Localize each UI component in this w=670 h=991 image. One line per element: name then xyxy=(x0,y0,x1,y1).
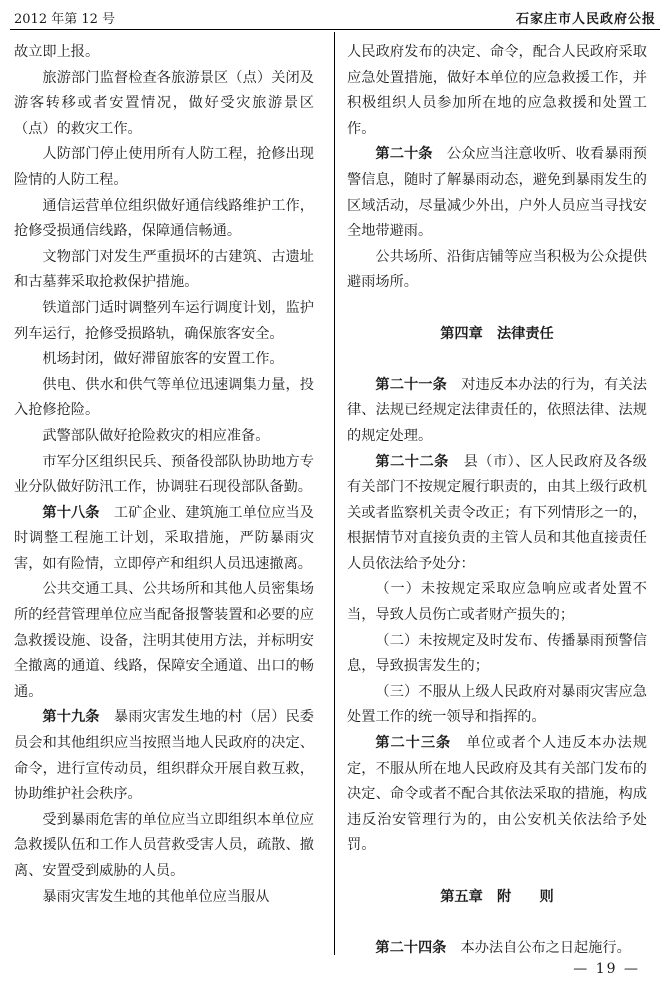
article-number: 第二十二条 xyxy=(375,453,449,470)
article-number: 第二十三条 xyxy=(375,735,452,752)
paragraph: 故立即上报。 xyxy=(14,44,100,60)
article-21 xyxy=(347,373,647,450)
column-divider xyxy=(334,32,335,955)
article-20 xyxy=(347,142,647,244)
article-text: 暴雨灾害发生地的村（居）民委员会和其他组织应当按照当地人民政府的决定、命令，进行宣传动员，组织群众开展自救互救，协助维护社会秩序。 xyxy=(14,709,314,803)
issue-label: 2012 年第 12 号 xyxy=(14,12,116,27)
list-item: （三）不服从上级人民政府对暴雨灾害应急处置工作的统一领导和指挥的。 xyxy=(347,683,647,726)
article-number: 第二十条 xyxy=(375,146,433,163)
page-header xyxy=(0,0,670,30)
right-column xyxy=(347,40,647,961)
paragraph: 受到暴雨危害的单位应当立即组织本单位应急救援队伍和工作人员营救受害人员，疏散、撤离、安置受到威胁的人员。 xyxy=(14,811,314,879)
paragraph: 铁道部门适时调整列车运行调度计划，监护列车运行，抢修受损路轨，确保旅客安全。 xyxy=(14,299,314,342)
article-18 xyxy=(14,501,314,578)
paragraph: 公共场所、沿街店铺等应当积极为公众提供避雨场所。 xyxy=(347,248,647,291)
paragraph: 旅游部门监督检查各旅游景区（点）关闭及游客转移或者安置情况，做好受灾旅游景区（点）的救灾工作。 xyxy=(14,69,314,137)
paragraph: 供电、供水和供气等单位迅速调集力量，投入抢修抢险。 xyxy=(14,376,314,419)
left-column xyxy=(14,40,314,910)
chapter-heading: 第五章 附 则 xyxy=(440,888,554,905)
article-number: 第十九条 xyxy=(42,709,100,726)
paragraph: 公共交通工具、公共场所和其他人员密集场所的经营管理单位应当配备报警装置和必要的应急救援设施、设备，注明其使用方法，并标明安全撤离的通道、线路，保障安全通道、出口的畅通。 xyxy=(14,581,314,700)
article-text: 单位或者个人违反本办法规定，不服从所在地人民政府及其有关部门发布的决定、命令或者不配合其依法采取的措施，构成违反治安管理行为的，由公安机关依法给予处罚。 xyxy=(347,735,647,854)
article-number: 第二十一条 xyxy=(375,376,447,393)
paragraph: 武警部队做好抢险救灾的相应准备。 xyxy=(42,427,270,444)
paragraph: 文物部门对发生严重损坏的古建筑、古遗址和古墓葬采取抢救保护措施。 xyxy=(14,248,314,291)
paragraph: 人民政府发布的决定、命令，配合人民政府采取应急处置措施，做好本单位的应急救援工作，并积极组织人员参加所在地的应急救援和处置工作。 xyxy=(347,44,647,137)
list-item: （二）未按规定及时发布、传播暴雨预警信息，导致损害发生的； xyxy=(347,632,647,675)
page-number: — 19 — xyxy=(573,961,640,977)
paragraph: 人防部门停止使用所有人防工程，抢修出现险情的人防工程。 xyxy=(14,146,314,188)
chapter-heading: 第四章 法律责任 xyxy=(440,325,554,342)
paragraph: 暴雨灾害发生地的其他单位应当服从 xyxy=(42,888,270,905)
list-item: （一）未按规定采取应急响应或者处置不当，导致人员伤亡或者财产损失的； xyxy=(347,581,647,624)
article-text: 公众应当注意收听、收看暴雨预警信息，随时了解暴雨动态，避免到暴雨发生的区域活动，尽量减少外出，户外人员应当寻找安全地带避雨。 xyxy=(347,146,647,240)
article-text: 工矿企业、建筑施工单位应当及时调整工程施工计划，采取措施，严防暴雨灾害，如有险情，立即停产和组织人员迅速撤离。 xyxy=(14,504,314,572)
article-text: 对违反本办法的行为，有关法律、法规已经规定法律责任的，依照法律、法规的规定处理。 xyxy=(347,376,647,444)
header-rule xyxy=(10,29,660,30)
article-text: 本办法自公布之日起施行。 xyxy=(446,939,631,956)
article-23 xyxy=(347,731,647,859)
article-24 xyxy=(347,936,647,962)
article-19 xyxy=(14,705,314,807)
publication-title: 石家庄市人民政府公报 xyxy=(515,12,656,27)
article-text: 县（市）、区人民政府及各级有关部门不按规定履行职责的，由其上级行政机关或者监察机关责令改正；有下列情形之一的，根据情节对直接负责的主管人员和其他直接责任人员依法给予处分： xyxy=(347,453,647,572)
article-22 xyxy=(347,450,647,578)
paragraph: 市军分区组织民兵、预备役部队协助地方专业分队做好防汛工作，协调驻石现役部队备勤。 xyxy=(14,453,314,496)
paragraph: 通信运营单位组织做好通信线路维护工作，抢修受损通信线路，保障通信畅通。 xyxy=(14,197,314,240)
article-number: 第二十四条 xyxy=(375,939,447,956)
article-number: 第十八条 xyxy=(42,504,100,521)
paragraph: 机场封闭，做好滞留旅客的安置工作。 xyxy=(42,351,284,368)
